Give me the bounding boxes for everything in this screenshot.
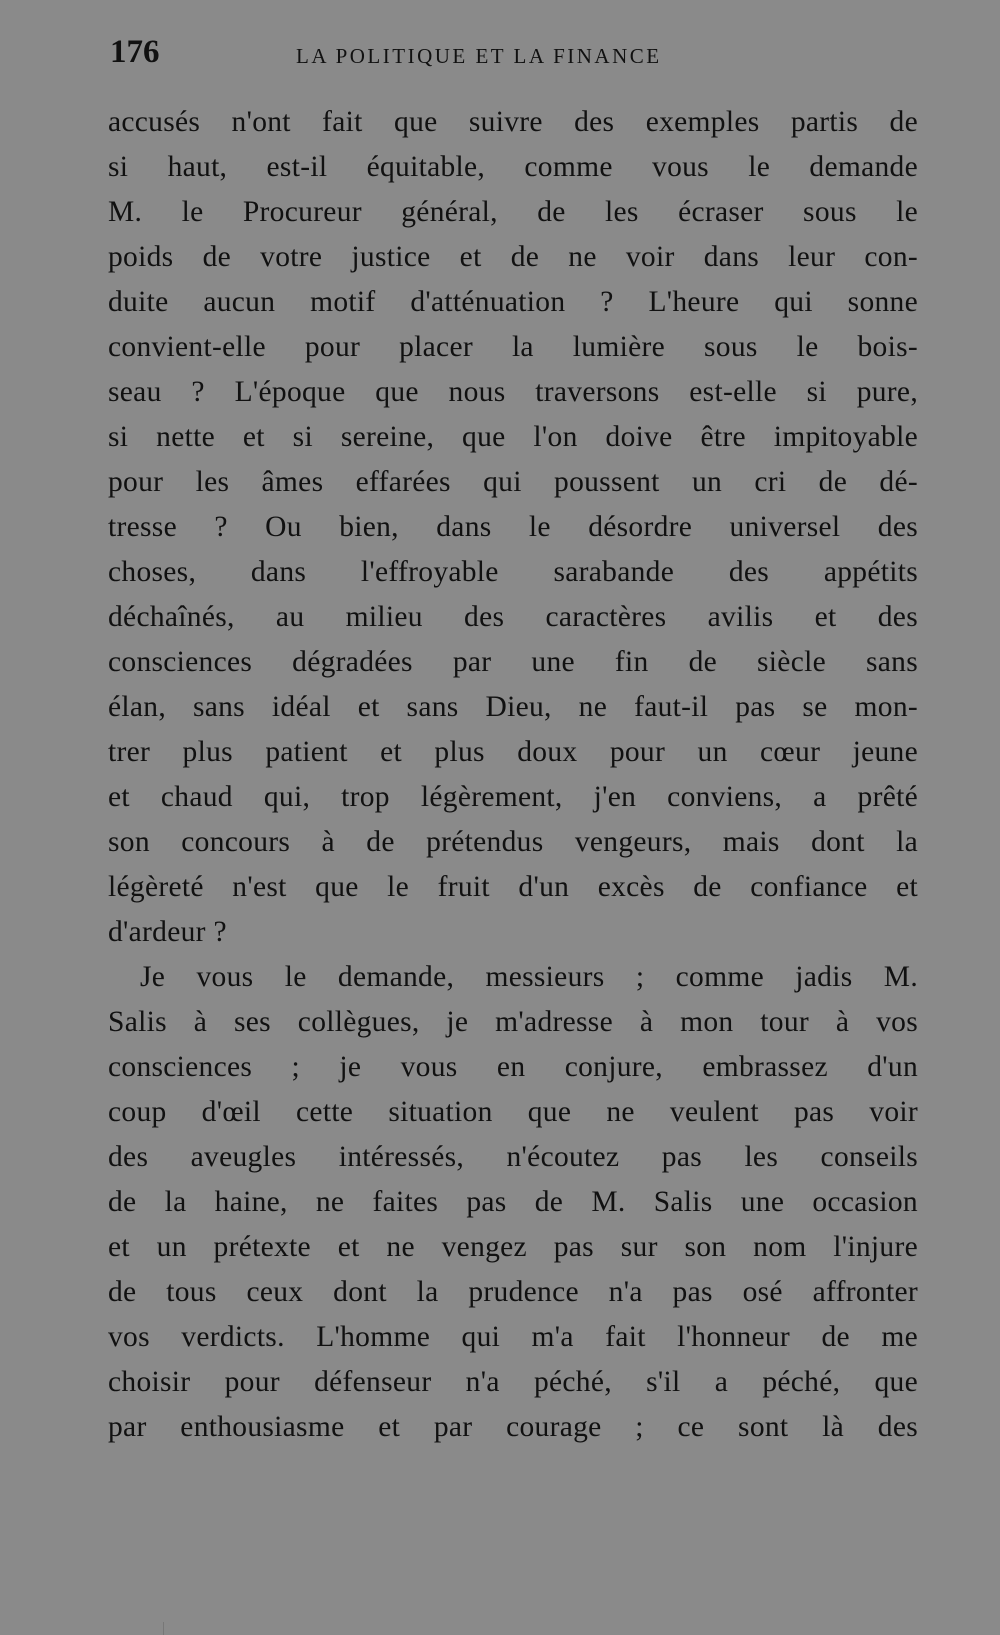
text-line: déchaînés, au milieu des caractères avilis et des	[108, 601, 918, 633]
text-line: vos verdicts. L'homme qui m'a fait l'honneur de me	[108, 1321, 918, 1353]
text-line: Salis à ses collègues, je m'adresse à mon tour à vos	[108, 1006, 918, 1038]
page-number: 176	[110, 34, 160, 70]
text-line: par enthousiasme et par courage ; ce sont là des	[108, 1411, 918, 1443]
text-line: trer plus patient et plus doux pour un cœur jeune	[108, 736, 918, 768]
text-line: choses, dans l'effroyable sarabande des appétits	[108, 556, 918, 588]
text-line: choisir pour défenseur n'a péché, s'il a péché, que	[108, 1366, 918, 1398]
text-line: M. le Procureur général, de les écraser sous le	[108, 196, 918, 228]
text-line: des aveugles intéressés, n'écoutez pas les conseils	[108, 1141, 918, 1173]
text-line: consciences dégradées par une fin de siècle sans	[108, 646, 918, 678]
paragraph-2	[108, 955, 918, 1450]
running-title: LA POLITIQUE ET LA FINANCE	[296, 44, 662, 68]
text-line: légèreté n'est que le fruit d'un excès de confiance et	[108, 871, 918, 903]
text-line: son concours à de prétendus vengeurs, mais dont la	[108, 826, 918, 858]
text-line: seau ? L'époque que nous traversons est-elle si pure,	[108, 376, 918, 408]
running-head	[110, 30, 916, 74]
text-line: d'ardeur ?	[108, 916, 227, 948]
text-line: Je vous le demande, messieurs ; comme jadis M.	[140, 961, 918, 993]
text-line: et chaud qui, trop légèrement, j'en conviens, a prêté	[108, 781, 918, 813]
text-line: de tous ceux dont la prudence n'a pas osé affronter	[108, 1276, 918, 1308]
paragraph-1	[108, 100, 918, 955]
text-line: consciences ; je vous en conjure, embrassez d'un	[108, 1051, 918, 1083]
text-line: si haut, est-il équitable, comme vous le demande	[108, 151, 918, 183]
body-text	[108, 100, 918, 1450]
scan-mark	[163, 1622, 164, 1635]
text-line: tresse ? Ou bien, dans le désordre universel des	[108, 511, 918, 543]
text-line: accusés n'ont fait que suivre des exemples partis de	[108, 106, 918, 138]
text-line: coup d'œil cette situation que ne veulent pas voir	[108, 1096, 918, 1128]
text-line: et un prétexte et ne vengez pas sur son nom l'injure	[108, 1231, 918, 1263]
text-line: poids de votre justice et de ne voir dans leur con-	[108, 241, 918, 273]
text-line: élan, sans idéal et sans Dieu, ne faut-il pas se mon-	[108, 691, 918, 723]
text-line: si nette et si sereine, que l'on doive être impitoyable	[108, 421, 918, 453]
text-line: duite aucun motif d'atténuation ? L'heure qui sonne	[108, 286, 918, 318]
text-line: de la haine, ne faites pas de M. Salis une occasion	[108, 1186, 918, 1218]
text-line: pour les âmes effarées qui poussent un cri de dé-	[108, 466, 918, 498]
text-line: convient-elle pour placer la lumière sous le bois-	[108, 331, 918, 363]
